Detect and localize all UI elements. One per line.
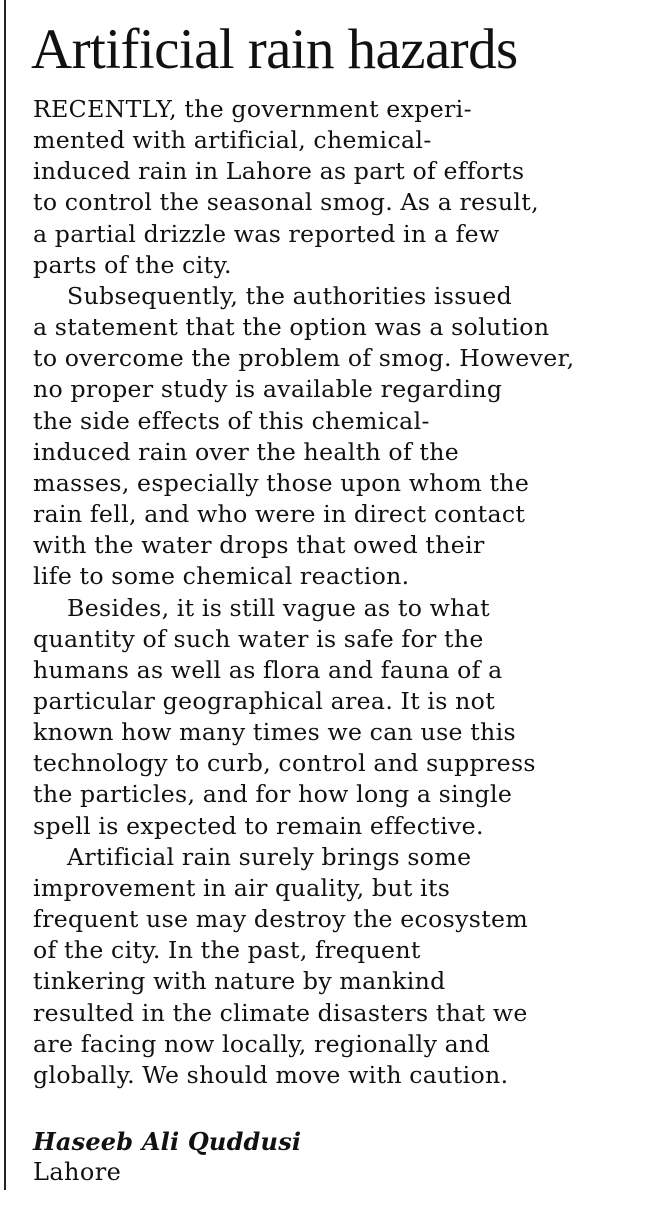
text-line: parts of the city. [33, 250, 232, 279]
text-line: induced rain in Lahore as part of efforts [33, 157, 525, 186]
text-line: Besides, it is still vague as to what [67, 593, 490, 622]
text-line: no proper study is available regarding [33, 375, 503, 404]
text-line: masses, especially those upon whom the [33, 468, 530, 497]
author-city: Lahore [33, 1158, 122, 1186]
paragraph-3 [33, 593, 627, 842]
text-line: RECENTLY, the government experi- [33, 95, 472, 123]
headline: Artificial rain hazards [31, 18, 518, 81]
text-line: a partial drizzle was reported in a few [33, 219, 500, 248]
text-line: particular geographical area. It is not [33, 686, 496, 715]
text-line: humans as well as flora and fauna of a [33, 655, 503, 684]
text-line: the particles, and for how long a single [33, 780, 513, 809]
text-line: spell is expected to remain effective. [33, 811, 484, 840]
author-name: Haseeb Ali Quddusi [33, 1127, 302, 1156]
text-line: Subsequently, the authorities issued [67, 281, 513, 310]
text-line: life to some chemical reaction. [33, 562, 410, 591]
text-line: improvement in air quality, but its [33, 873, 451, 902]
text-line: known how many times we can use this [33, 718, 516, 747]
text-line: induced rain over the health of the [33, 437, 460, 466]
text-line: resulted in the climate disasters that we [33, 998, 528, 1027]
text-line: Artificial rain surely brings some [67, 842, 472, 871]
paragraph-4 [33, 842, 627, 1091]
text-line: the side effects of this chemical- [33, 406, 430, 435]
text-line: mented with artificial, chemical- [33, 126, 432, 155]
text-line: to control the seasonal smog. As a result, [33, 188, 539, 217]
text-line: a statement that the option was a solution [33, 313, 550, 342]
text-line: to overcome the problem of smog. However, [33, 344, 575, 373]
letter-article [33, 0, 627, 1187]
text-line: tinkering with nature by mankind [33, 967, 446, 996]
text-line: globally. We should move with caution. [33, 1060, 509, 1089]
text-line: are facing now locally, regionally and [33, 1029, 491, 1058]
text-line: of the city. In the past, frequent [33, 936, 421, 965]
paragraph-2 [33, 281, 627, 593]
text-line: rain fell, and who were in direct contact [33, 500, 526, 529]
text-line: frequent use may destroy the ecosystem [33, 905, 529, 934]
paragraph-1 [33, 94, 627, 281]
text-line: with the water drops that owed their [33, 531, 485, 560]
text-line: quantity of such water is safe for the [33, 624, 484, 653]
text-line: technology to curb, control and suppress [33, 749, 536, 778]
column-divider-rule [4, 0, 6, 1190]
